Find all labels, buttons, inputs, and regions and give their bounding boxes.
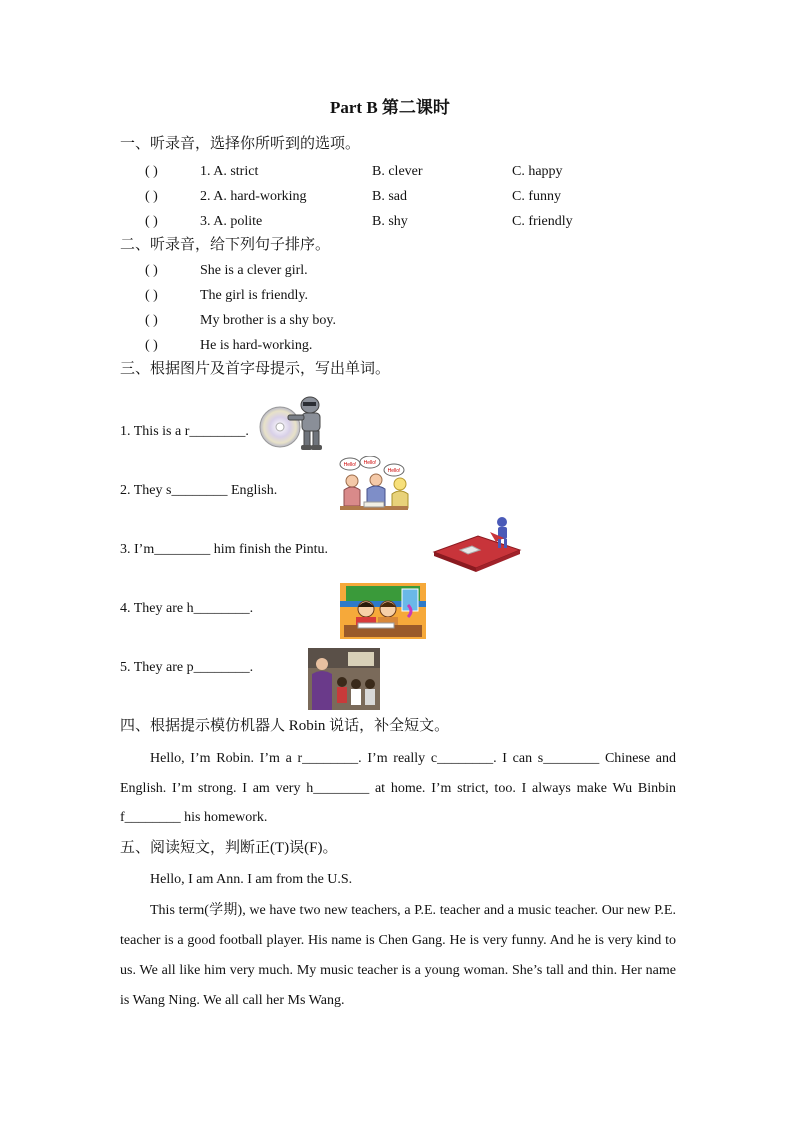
- fill-in-item[interactable]: 3. I’m________ him finish the Pintu.: [120, 542, 329, 557]
- option-c: C. funny: [512, 189, 561, 204]
- section2-heading: 二、听录音，给下列句子排序。: [120, 237, 331, 253]
- robin-passage-text[interactable]: Hello, I’m Robin. I’m a r________. I’m really c________. I can s________ Chinese and English. I’m strong. I am very h________ at home. I’m strict, too. I always make Wu Binbin f________ his homework.: [120, 751, 676, 825]
- fill-in-item[interactable]: 5. They are p________.: [120, 660, 254, 675]
- option-b: B. sad: [372, 189, 407, 204]
- order-bracket[interactable]: ( ): [145, 288, 158, 303]
- people-speaking-picture: [336, 456, 414, 516]
- studying-kids-picture: [340, 583, 426, 639]
- section3-heading: 三、根据图片及首字母提示，写出单词。: [120, 361, 391, 377]
- option-c: C. friendly: [512, 214, 573, 229]
- sentence: She is a clever girl.: [200, 263, 308, 278]
- page-title: Part B 第二课时: [330, 98, 450, 117]
- robot-picture: [258, 393, 332, 451]
- puzzle-picture: [430, 512, 524, 576]
- option-b: B. clever: [372, 164, 423, 179]
- answer-bracket[interactable]: ( ): [145, 214, 158, 229]
- sentence: The girl is friendly.: [200, 288, 308, 303]
- section4-heading: 四、根据提示模仿机器人 Robin 说话，补全短文。: [120, 718, 450, 734]
- answer-bracket[interactable]: ( ): [145, 189, 158, 204]
- polite-students-picture: [308, 648, 380, 710]
- option-a: 3. A. polite: [200, 214, 263, 229]
- fill-in-item[interactable]: 2. They s________ English.: [120, 483, 278, 498]
- option-b: B. shy: [372, 214, 408, 229]
- order-bracket[interactable]: ( ): [145, 313, 158, 328]
- reading-passage-text: This term(学期), we have two new teachers, a P.E. teacher and a music teacher. Our new P.E. teacher is a good football player. His name is Chen Gang. He is very funny. And he is very kind to us. We all like him very much. My music teacher is a young woman. She’s tall and thin. Her name is Wang Ning. We all call her Ms Wang.: [120, 903, 676, 1008]
- speech-bubble-text: Hello!: [387, 468, 401, 474]
- order-bracket[interactable]: ( ): [145, 338, 158, 353]
- option-c: C. happy: [512, 164, 563, 179]
- section5-heading: 五、阅读短文，判断正(T)误(F)。: [120, 840, 338, 856]
- section5-passage: [120, 896, 676, 1016]
- answer-bracket[interactable]: ( ): [145, 164, 158, 179]
- section4-passage: [120, 744, 676, 833]
- fill-in-item[interactable]: 1. This is a r________.: [120, 424, 249, 439]
- sentence: My brother is a shy boy.: [200, 313, 336, 328]
- option-a: 1. A. strict: [200, 164, 259, 179]
- fill-in-item[interactable]: 4. They are h________.: [120, 601, 254, 616]
- speech-bubble-text: Hello!: [343, 462, 357, 468]
- reading-intro-line: Hello, I am Ann. I am from the U.S.: [150, 872, 353, 887]
- speech-bubble-text: Hello!: [363, 460, 377, 466]
- sentence: He is hard-working.: [200, 338, 313, 353]
- order-bracket[interactable]: ( ): [145, 263, 158, 278]
- option-a: 2. A. hard-working: [200, 189, 307, 204]
- section1-heading: 一、听录音，选择你所听到的选项。: [120, 136, 361, 152]
